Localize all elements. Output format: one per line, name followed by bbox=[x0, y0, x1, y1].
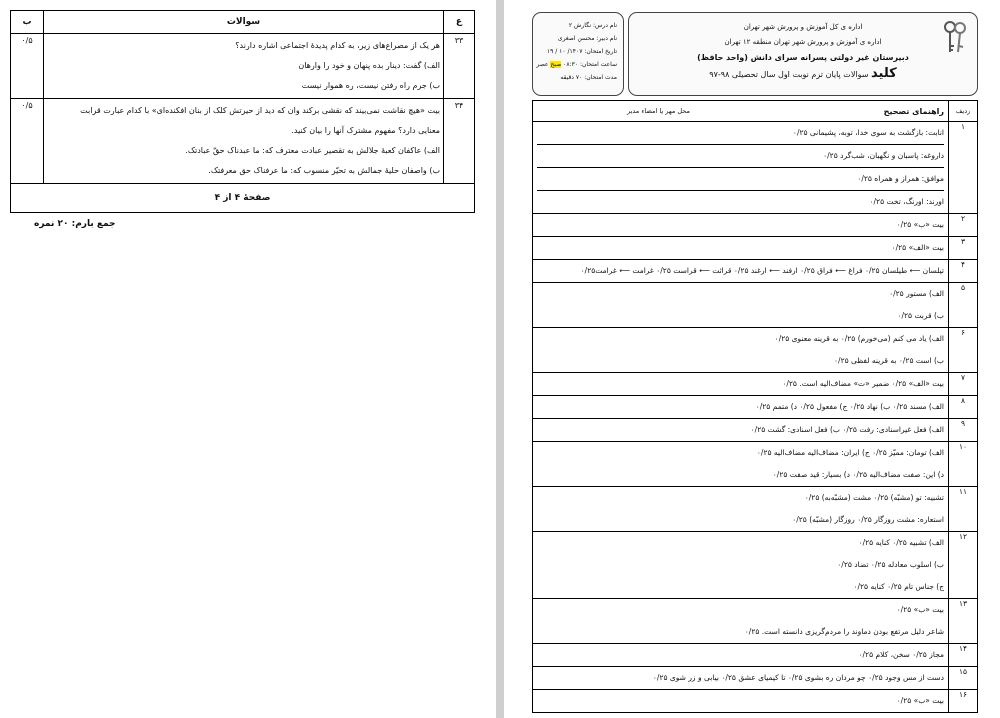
answer-row bbox=[533, 373, 978, 396]
answer-line: الف) مسند ۰/۲۵ ب) نهاد ۰/۲۵ ج) مفعول ۰/۲۵ د) متمم ۰/۲۵ bbox=[755, 402, 944, 411]
answer-cell bbox=[533, 260, 949, 283]
answer-row-number: ۱۲ bbox=[949, 532, 978, 599]
answer-cell bbox=[533, 237, 949, 260]
page-footer-row bbox=[11, 184, 475, 213]
school-header-line2: اداره ی آموزش و پرورش شهر تهران منطقه ۱۲ تهران bbox=[724, 38, 882, 46]
question-row bbox=[11, 34, 475, 99]
answer-header-row bbox=[533, 101, 978, 122]
answer-cell bbox=[533, 644, 949, 667]
answer-line: الف) فعل غیراسنادی: رفت ۰/۲۵ ب) فعل اسنادی: گشت ۰/۲۵ bbox=[750, 425, 944, 434]
question-line: الف) عاکفان کعبهٔ جلالش به تقصیر عبادت معترف که: ما عبدناک حقّ عبادتک. bbox=[185, 146, 440, 155]
question-score: ۰/۵ bbox=[11, 99, 44, 184]
answer-cell bbox=[533, 487, 949, 532]
answer-cell bbox=[533, 396, 949, 419]
answer-line: بیت «ب» ۰/۲۵ bbox=[896, 220, 944, 229]
question-line: هر یک از مصراع‌های زیر، به کدام پدیدهٔ اجتماعی اشاره دارند؟ bbox=[235, 41, 440, 50]
answer-cell bbox=[533, 373, 949, 396]
answer-row bbox=[533, 283, 978, 328]
key-label: کلید bbox=[871, 66, 897, 81]
keys-logo-icon bbox=[941, 19, 969, 55]
answer-line: د) این: صفت مضاف‌الیه ۰/۲۵ د) بسیار: قید صفت ۰/۲۵ bbox=[772, 470, 944, 479]
question-text bbox=[44, 34, 444, 99]
answer-line: دست از مس وجود ۰/۲۵ چو مردان ره بشوی ۰/۲۵ تا کیمیای عشق ۰/۲۵ بیابی و زر شوی ۰/۲۵ bbox=[652, 673, 944, 682]
question-line: معنایی دارد؟ مفهوم مشترک آنها را بیان کنید. bbox=[291, 126, 440, 135]
exam-time bbox=[537, 58, 617, 71]
answer-cell bbox=[533, 328, 949, 373]
afternoon-label: عصر bbox=[536, 61, 549, 68]
left-page bbox=[0, 0, 496, 718]
answer-row bbox=[533, 667, 978, 690]
header-guide-title: راهنمای تصحیح bbox=[883, 106, 944, 116]
answer-line: شاعر دلیل مرتفع بودن دماوند را مردم‌گریزی دانسته است. ۰/۲۵ bbox=[744, 627, 944, 636]
question-line: بیت «هیچ نقاشت نمی‌بیند که نقشی برکند وان که دید از حیرتش کلک از بنان افکنده‌ای» با کدام عبارت قرابت bbox=[80, 106, 440, 115]
answer-line: بیت «ب» ۰/۲۵ bbox=[896, 605, 944, 614]
header-sign: محل مهر یا امضاء مدیر bbox=[627, 106, 690, 115]
answer-line: بیت «ب» ۰/۲۵ bbox=[896, 696, 944, 705]
question-row bbox=[11, 99, 475, 184]
answer-row-number: ۱۱ bbox=[949, 487, 978, 532]
exam-title-text: سوالات پایان ترم نوبت اول سال تحصیلی ۹۸-۹۷ bbox=[709, 70, 872, 79]
answer-line: الف) تشبیه ۰/۲۵ کنایه ۰/۲۵ bbox=[858, 538, 944, 547]
school-name: دبیرستان غیر دولتی پسرانه سرای دانش (واحد حافظ) bbox=[697, 53, 909, 62]
answer-rows bbox=[533, 122, 978, 713]
answer-row bbox=[533, 396, 978, 419]
answer-row bbox=[533, 328, 978, 373]
question-line: الف) گفت: دینار بده پنهان و خود را وارهان bbox=[298, 61, 440, 70]
morning-highlight: صبح bbox=[550, 61, 562, 68]
header-score: ب bbox=[11, 11, 44, 34]
answer-row bbox=[533, 644, 978, 667]
answer-line: اورند: اورنگ، تخت ۰/۲۵ bbox=[869, 197, 944, 206]
answer-cell bbox=[533, 599, 949, 644]
exam-time-value: ساعت امتحان: ۰۸:۳۰ bbox=[563, 61, 617, 68]
answer-cell bbox=[533, 442, 949, 487]
question-score: ۰/۵ bbox=[11, 34, 44, 99]
header-row-number: ردیف bbox=[949, 101, 978, 122]
answer-line: الف) تومان: ممیّز ۰/۲۵ ج) ایران: مضاف‌الیه مضاف‌الیه ۰/۲۵ bbox=[756, 448, 944, 457]
school-header-box bbox=[628, 12, 978, 96]
answer-row-number: ۵ bbox=[949, 283, 978, 328]
school-header-line1: اداره ی کل آموزش و پرورش شهر تهران bbox=[743, 23, 863, 31]
answer-row-number: ۴ bbox=[949, 260, 978, 283]
answer-row-number: ۹ bbox=[949, 419, 978, 442]
answer-line: مجاز ۰/۲۵ سخن، کلام ۰/۲۵ bbox=[858, 650, 944, 659]
answer-row-number: ۱۵ bbox=[949, 667, 978, 690]
answer-row bbox=[533, 599, 978, 644]
answer-line: تشبیه: تو (مشبّه) ۰/۲۵ مشت (مشبّه‌به) ۰/۲۵ bbox=[804, 493, 944, 502]
question-line: ب) واصفان حلیهٔ جمالش به تحیّر منسوب که: ما عرفناک حق معرفتک. bbox=[208, 166, 440, 175]
answer-row bbox=[533, 122, 978, 214]
exam-title bbox=[629, 65, 977, 84]
answer-line: ب) است ۰/۲۵ به قرینه لفظی ۰/۲۵ bbox=[834, 356, 944, 365]
exam-info-box bbox=[532, 12, 624, 96]
answer-row-number: ۱۳ bbox=[949, 599, 978, 644]
answer-row-number: ۳ bbox=[949, 237, 978, 260]
answer-cell bbox=[533, 667, 949, 690]
exam-date: تاریخ امتحان: ۱۴۰۷/ ۱۰ / ۱۹ bbox=[546, 48, 617, 55]
answer-cell bbox=[533, 283, 949, 328]
answer-row bbox=[533, 260, 978, 283]
header-number: ع bbox=[444, 11, 475, 34]
answer-row bbox=[533, 487, 978, 532]
page-number: صفحهٔ ۴ از ۴ bbox=[11, 184, 475, 213]
question-text bbox=[44, 99, 444, 184]
answer-row-number: ۱۰ bbox=[949, 442, 978, 487]
questions-table bbox=[10, 10, 475, 213]
exam-teacher: نام دبیر: محسن اصغری bbox=[557, 35, 617, 42]
total-score: جمع بارم: ۲۰ نمره bbox=[34, 219, 116, 229]
answer-line: بیت «الف» ۰/۲۵ ضمیر «ت» مضاف‌الیه است. ۰/۲۵ bbox=[782, 379, 944, 388]
answer-line: استعاره: مشت روزگار ۰/۲۵ روزگار (مشبّه) ۰/۲۵ bbox=[792, 515, 944, 524]
answer-cell bbox=[533, 214, 949, 237]
answer-row-number: ۶ bbox=[949, 328, 978, 373]
answer-row-number: ۱ bbox=[949, 122, 978, 214]
answer-row-number: ۱۶ bbox=[949, 690, 978, 713]
answer-row bbox=[533, 419, 978, 442]
answer-row bbox=[533, 442, 978, 487]
answer-line: الف) یاد می کنم (می‌خورم) ۰/۲۵ به قرینه معنوی ۰/۲۵ bbox=[774, 334, 944, 343]
questions-header-row bbox=[11, 11, 475, 34]
question-number: ۳۴ bbox=[444, 99, 475, 184]
answer-line: بیت «الف» ۰/۲۵ bbox=[891, 243, 944, 252]
answer-row-number: ۷ bbox=[949, 373, 978, 396]
answer-line: انابت: بازگشت به سوی خدا، توبه، پشیمانی ۰/۲۵ bbox=[537, 122, 944, 145]
exam-duration: مدت امتحان: ۷۰ دقیقه bbox=[560, 74, 617, 81]
answer-line: ج) جناس تام ۰/۲۵ کنایه ۰/۲۵ bbox=[853, 582, 944, 591]
answer-row-number: ۱۴ bbox=[949, 644, 978, 667]
answer-row-number: ۸ bbox=[949, 396, 978, 419]
answer-key-table bbox=[532, 100, 978, 713]
answer-row bbox=[533, 690, 978, 713]
page-divider bbox=[496, 0, 504, 718]
answer-row-number: ۲ bbox=[949, 214, 978, 237]
answer-row bbox=[533, 532, 978, 599]
answer-cell bbox=[533, 122, 949, 214]
answer-line: تیلسان ⟵ طیلسان ۰/۲۵ فراغ ⟵ فراق ۰/۲۵ ارفند ⟵ ارغند ۰/۲۵ قرائت ⟵ قراست ۰/۲۵ غرامت ⟵ غرامت۰/۲۵ bbox=[580, 266, 944, 275]
answer-line: ب) اسلوب معادله ۰/۲۵ تضاد ۰/۲۵ bbox=[837, 560, 944, 569]
exam-subject: نام درس: نگارش ۲ bbox=[568, 22, 617, 29]
answer-cell bbox=[533, 419, 949, 442]
question-number: ۳۳ bbox=[444, 34, 475, 99]
answer-line: داروغه: پاسبان و نگهبان، شب‌گرد ۰/۲۵ bbox=[537, 145, 944, 168]
answer-line: ب) قربت ۰/۲۵ bbox=[897, 311, 944, 320]
answer-row bbox=[533, 237, 978, 260]
answer-row bbox=[533, 214, 978, 237]
question-line: ب) جرم راه رفتن نیست، ره هموار نیست bbox=[301, 81, 440, 90]
answer-line: الف) مستور ۰/۲۵ bbox=[889, 289, 944, 298]
header-guide bbox=[533, 101, 949, 122]
answer-cell bbox=[533, 690, 949, 713]
answer-line: موافق: همراز و همراه ۰/۲۵ bbox=[537, 168, 944, 191]
answer-cell bbox=[533, 532, 949, 599]
header-title: سوالات bbox=[44, 11, 444, 34]
